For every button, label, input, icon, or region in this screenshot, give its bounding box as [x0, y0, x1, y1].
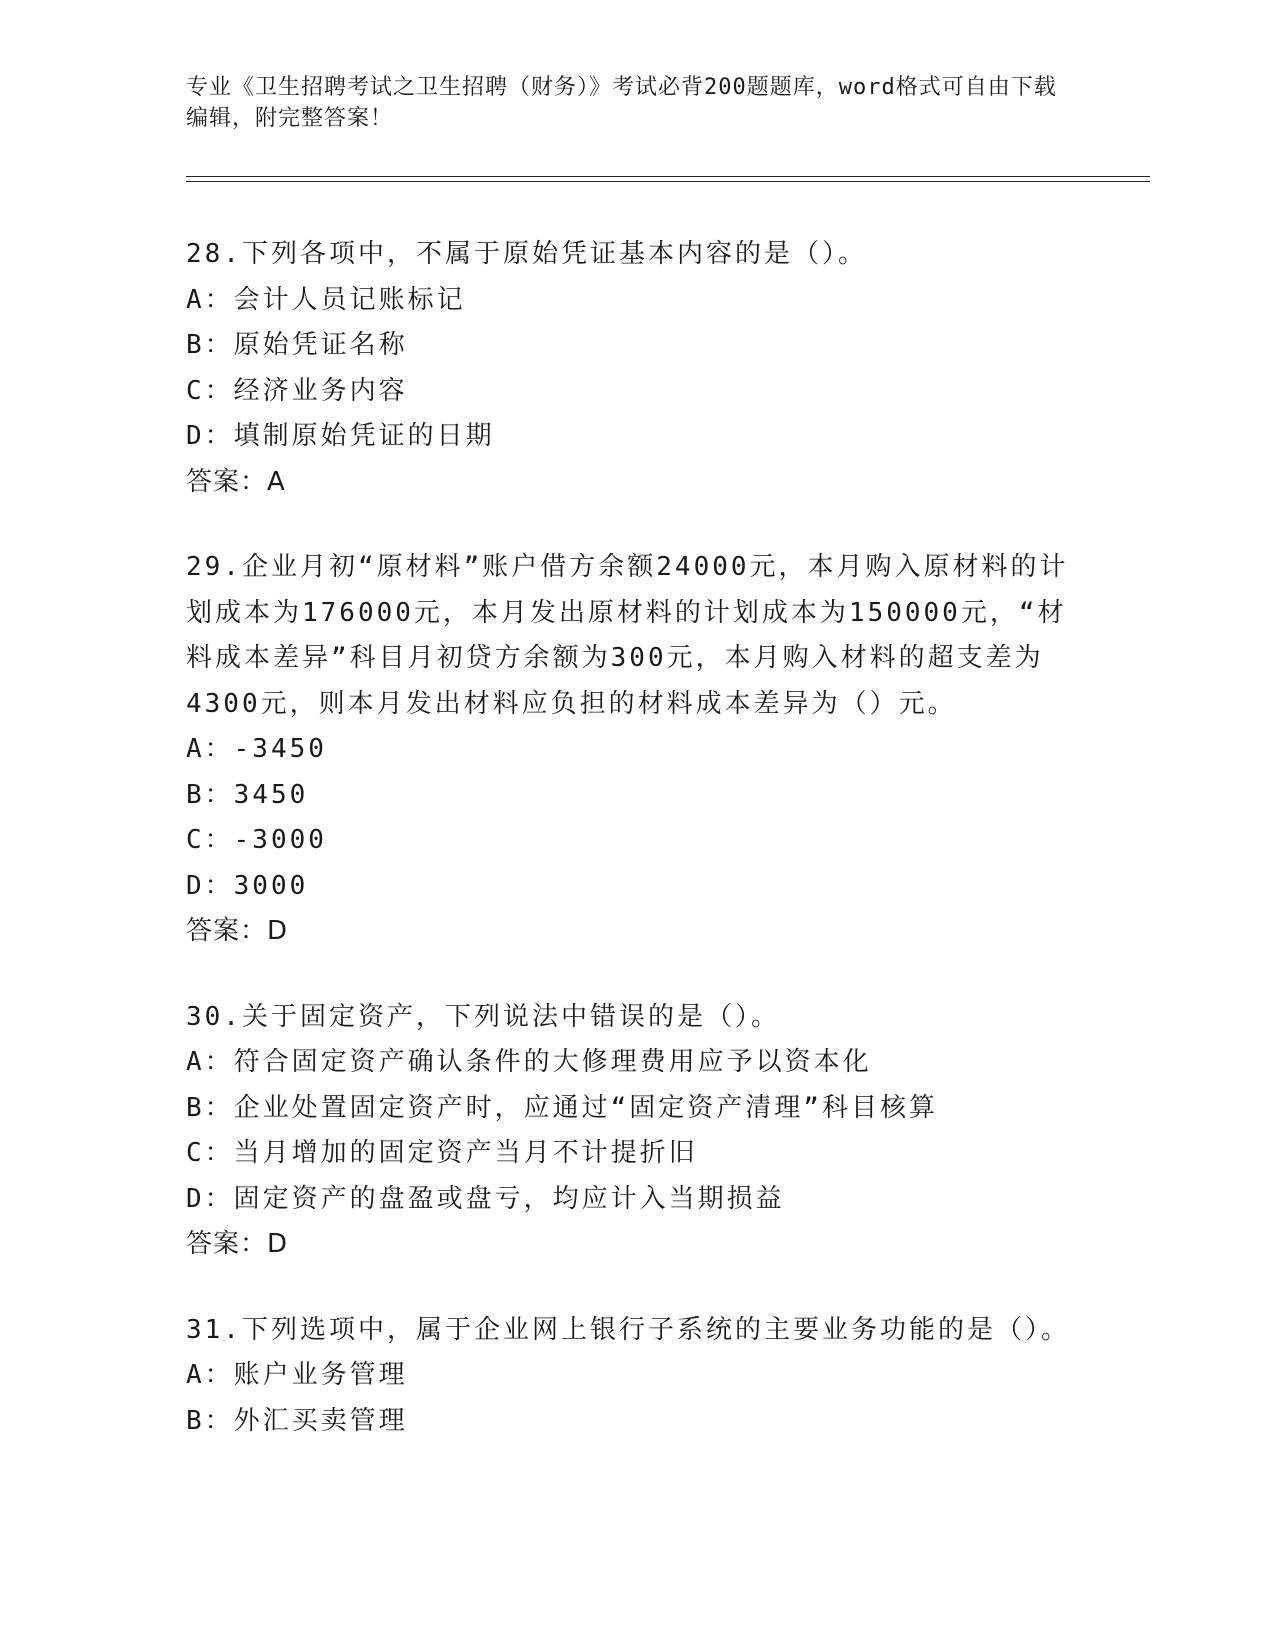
- answer-line: 答案：A: [186, 466, 286, 497]
- question-30: [186, 995, 1086, 1268]
- question-31: [186, 1308, 1086, 1445]
- question-list: [186, 232, 1086, 1484]
- header-rule-top: [186, 176, 1150, 177]
- question-29: [186, 545, 1086, 955]
- option-b: B：外汇买卖管理: [186, 1405, 408, 1436]
- answer-line: 答案：D: [186, 1229, 289, 1259]
- answer-line: 答案：D: [186, 916, 289, 946]
- option-b: B：企业处置固定资产时，应通过“固定资产清理”科目核算: [186, 1092, 938, 1123]
- question-stem: 31.下列选项中，属于企业网上银行子系统的主要业务功能的是（）。: [186, 1314, 1070, 1345]
- option-b: B：3450: [186, 779, 309, 810]
- option-a: A：-3450: [186, 734, 327, 764]
- question-stem: 29.企业月初“原材料”账户借方余额24000元，本月购入原材料的计划成本为176000元，本月发出原材料的计划成本为150000元，“材料成本差异”科目月初贷方余额为300元，本月购入材料的超支差为4300元，则本月发出材料应负担的材料成本差异为（）元。: [186, 552, 1069, 719]
- document-header: 专业《卫生招聘考试之卫生招聘（财务）》考试必背200题题库，word格式可自由下载编辑，附完整答案！: [186, 75, 1057, 131]
- question-28: [186, 232, 1086, 505]
- option-c: C：经济业务内容: [186, 375, 408, 406]
- option-a: A：会计人员记账标记: [186, 284, 466, 315]
- option-c: C：-3000: [186, 825, 327, 855]
- option-b: B：原始凭证名称: [186, 330, 408, 360]
- option-d: D：固定资产的盘盈或盘亏，均应计入当期损益: [186, 1183, 785, 1214]
- question-stem: 28.下列各项中，不属于原始凭证基本内容的是（）。: [186, 239, 867, 269]
- option-d: D：填制原始凭证的日期: [186, 421, 495, 451]
- option-d: D：3000: [186, 870, 309, 901]
- question-stem: 30.关于固定资产，下列说法中错误的是（）。: [186, 1001, 780, 1032]
- option-c: C：当月增加的固定资产当月不计提折旧: [186, 1138, 698, 1168]
- header-rule-bottom: [186, 181, 1150, 182]
- option-a: A：符合固定资产确认条件的大修理费用应予以资本化: [186, 1047, 872, 1077]
- option-a: A：账户业务管理: [186, 1360, 408, 1390]
